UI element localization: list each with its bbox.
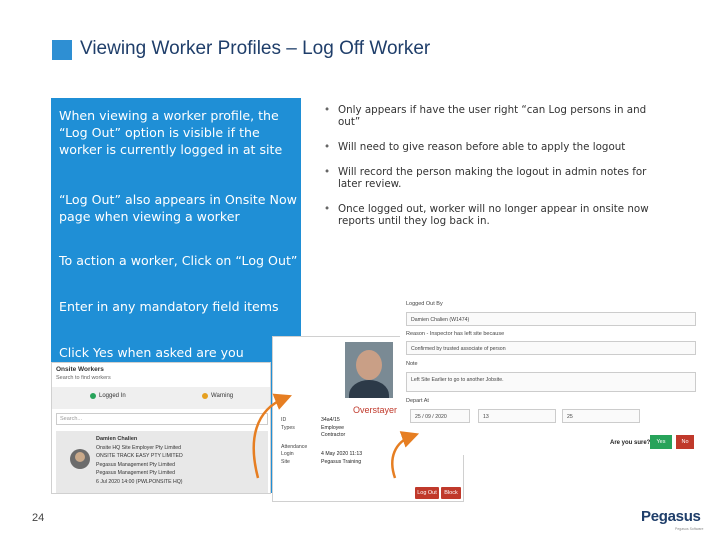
worker-detail: Onsite HQ Site Employer Pty Limited [96,444,182,451]
depart-minute-field[interactable]: 25 [562,409,640,423]
page-number: 24 [32,512,45,524]
note-field[interactable]: Left Site Earlier to go to another Jobsite. [406,372,696,392]
search-input[interactable]: Search... [56,413,268,425]
note-label: Note [406,361,418,367]
worker-name: Damien Chalien [96,436,138,442]
onsite-workers-subtitle: Search to find workers [56,375,111,381]
worker-detail: 6 Jul 2020 14:00 (PWLPONSITE HQ) [96,478,183,485]
depart-hour-field[interactable]: 13 [478,409,556,423]
instruction-text-3: To action a worker, Click on “Log Out” [59,253,298,268]
avatar [70,449,90,469]
status-tabs [52,387,271,409]
note-item: • Will need to give reason before able to apply the logout [322,141,667,153]
instruction-text-1: When viewing a worker profile, the “Log Out” option is visible if the worker is currently logged in at site [59,108,283,157]
worker-detail: ONSITE TRACK EASY PTY LIMITED [96,453,183,460]
worker-detail: Pegasus Management Pty Limited [96,461,176,468]
page-title: Viewing Worker Profiles – Log Off Worker [80,38,431,59]
logged-out-by-field[interactable]: Damien Chalien (W1474) [406,312,696,326]
depart-date-field[interactable]: 25 / 09 / 2020 [410,409,470,423]
reason-select[interactable]: Confirmed by trusted associate of person [406,341,696,355]
instruction-text-2: “Log Out” also appears in Onsite Now page when viewing a worker [59,192,297,224]
confirm-prompt: Are you sure? [610,440,651,446]
warning-icon [202,393,208,399]
pegasus-logo: Pegasus [641,508,701,525]
logged-out-by-label: Logged Out By [406,301,443,307]
logged-in-icon [90,393,96,399]
no-button[interactable]: No [676,435,694,449]
notes-list [322,104,667,240]
profile-details: ID 34a4/15 Types Employee Contractor Attendance Login 4 May 2020 11:13 Site Pegasus Training [281,417,363,465]
worker-card[interactable] [56,431,268,493]
tab-warning[interactable]: Warning [202,393,233,399]
profile-photo [345,342,393,398]
note-item: • Once logged out, worker will no longer appear in onsite now reports until they log back in. [322,203,667,227]
log-off-form-screenshot [400,295,700,455]
worker-detail: Pegasus Management Pty Limited [96,470,176,477]
tab-logged-in[interactable]: Logged In [90,393,126,399]
instruction-text-5: Click Yes when asked are you [59,345,244,360]
onsite-workers-title: Onsite Workers [56,366,104,373]
block-button[interactable]: Block [441,487,461,499]
log-out-button[interactable]: Log Out [415,487,439,499]
reason-label: Reason - Inspector has left site because [406,331,505,337]
instruction-text-4: Enter in any mandatory field items [59,299,279,314]
status-badge: Overstayer [353,405,398,415]
onsite-workers-screenshot [51,362,271,494]
depart-at-label: Depart At [406,398,429,404]
title-bullet-square [52,40,72,60]
note-item: • Will record the person making the logout in admin notes for later review. [322,166,667,190]
logo-subtitle: Pegasus Software [675,527,704,531]
note-item: • Only appears if have the user right “can Log persons in and out” [322,104,667,128]
yes-button[interactable]: Yes [650,435,672,449]
